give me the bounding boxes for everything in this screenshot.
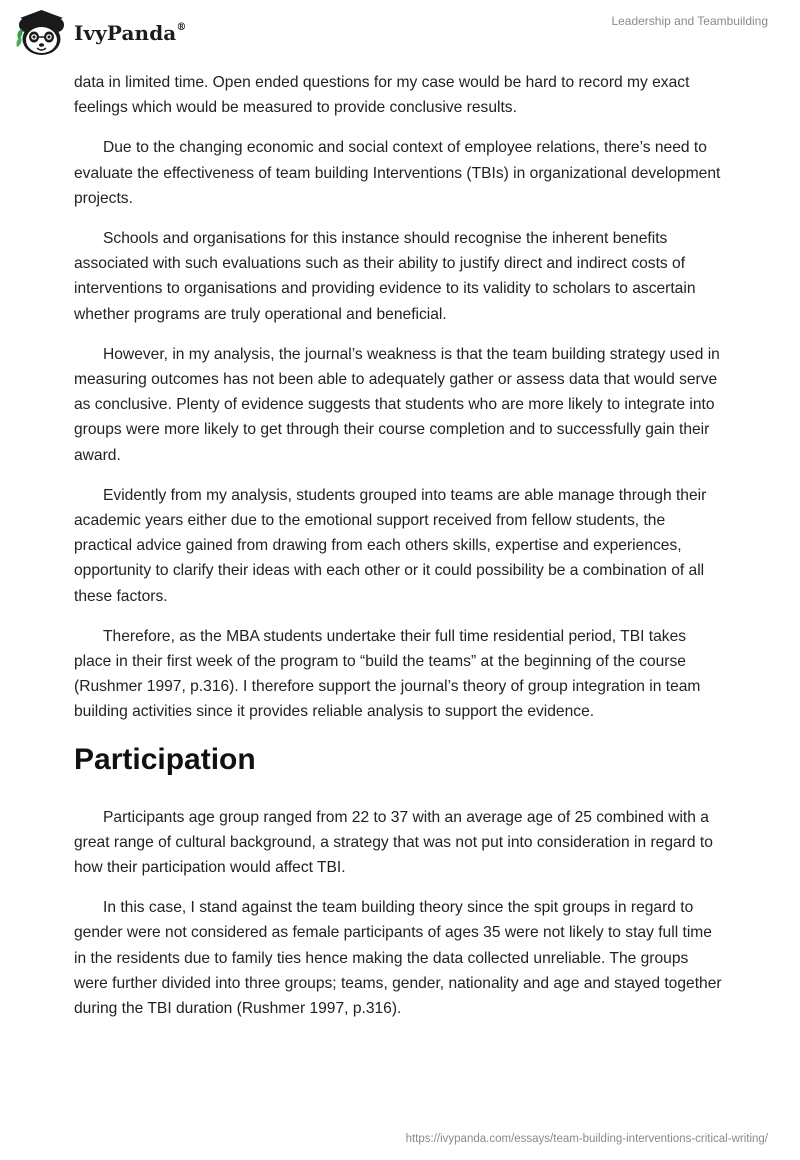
panda-mascot-icon (15, 9, 69, 57)
paragraph: Schools and organisations for this instance should recognise the inherent benefits associated with such evaluations such as their ability to justify direct and indirect costs of interventions to organisations and providing evidence to its validity to scholars to ascertain whether programs are truly operational and beneficial. (74, 230, 696, 323)
paragraph: Due to the changing economic and social context of employee relations, there’s need to evaluate the effectiveness of team building Interventions (TBIs) in organizational development projects. (74, 139, 721, 207)
essay-body (74, 70, 726, 1036)
paragraph: Participants age group ranged from 22 to 37 with an average age of 25 combined with a great range of cultural background, a strategy that was not put into consideration in regard to how their participation would affect TBI. (74, 808, 713, 877)
paragraph: Therefore, as the MBA students undertake their full time residential period, TBI takes place in their first week of the program to “build the teams” at the beginning of the course (Rushmer 1997, p.316). I therefore support the journal’s theory of group integration in team building activities since it provides reliable analysis to support the evidence. (74, 627, 701, 721)
source-url[interactable]: https://ivypanda.com/essays/team-building-interventions-critical-writing/ (405, 1133, 768, 1145)
brand-name: IvyPanda® (74, 21, 187, 45)
paragraph-continued: data in limited time. Open ended questions for my case would be hard to record my exact feelings which would be measured to provide conclusive results. (74, 74, 690, 117)
section-heading: Participation (74, 742, 256, 776)
ivypanda-logo[interactable] (15, 9, 186, 57)
paragraph: Evidently from my analysis, students grouped into teams are able manage through their academic years either due to the emotional support received from fellow students, the practical advice gained from drawing from each others skills, expertise and experiences, opportunity to clarify their ideas with each other or it could possibility be a combination of all these factors. (74, 486, 707, 605)
paragraph: In this case, I stand against the team building theory since the spit groups in regard to gender were not considered as female participants of ages 35 were not likely to stay full time in the residents due to family ties hence making the data collected unreliable. The groups were further divided into three groups; teams, gender, nationality and age and stayed together during the TBI duration (Rushmer 1997, p.316). (74, 899, 722, 1018)
paragraph: However, in my analysis, the journal’s weakness is that the team building strategy used in measuring outcomes has not been able to adequately gather or assess data that would serve as conclusive. Plenty of evidence suggests that students who are more likely to integrate into groups were more likely to get through their course completion and to successfully gain their award. (74, 345, 720, 464)
running-title: Leadership and Teambuilding (611, 14, 768, 28)
page-header (0, 0, 800, 70)
